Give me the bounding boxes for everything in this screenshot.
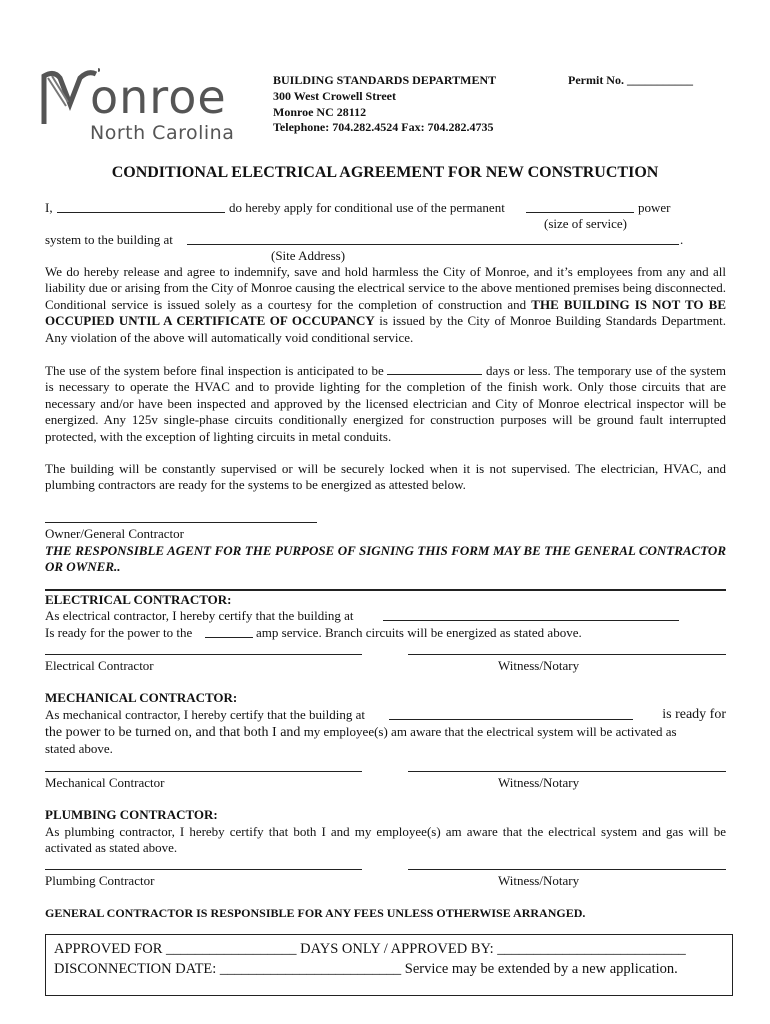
document-title: CONDITIONAL ELECTRICAL AGREEMENT FOR NEW CONSTRUCTION — [111, 164, 659, 181]
owner-signature-field[interactable] — [45, 522, 317, 523]
site-address-caption: (Site Address) — [271, 248, 346, 263]
mechanical-ready-text: is ready for — [662, 707, 726, 722]
plumbing-heading: PLUMBING CONTRACTOR: — [45, 807, 218, 822]
department-name: BUILDING STANDARDS DEPARTMENT — [273, 73, 497, 87]
electrical-building-field[interactable] — [383, 620, 679, 621]
mechanical-stated-text: stated above. — [45, 741, 113, 756]
system-text: system to the building at — [45, 232, 173, 247]
electrical-amp-text: amp service. Branch circuits will be energized as stated above. — [256, 625, 582, 640]
owner-label: Owner/General Contractor — [45, 526, 184, 541]
electrical-signature-field[interactable] — [45, 654, 362, 655]
fees-note: GENERAL CONTRACTOR IS RESPONSIBLE FOR ANY FEES UNLESS OTHERWISE ARRANGED. — [45, 906, 586, 920]
supervised-paragraph: The building will be constantly supervised or will be securely locked when it is not supervised. The electrician, HVAC, and plumbing contractors are ready for the systems to be energized as attested below. — [45, 461, 726, 493]
approved-for-line[interactable]: APPROVED FOR __________________ DAYS ONLY / APPROVED BY: __________________________ — [54, 941, 686, 957]
use-paragraph — [45, 363, 726, 445]
logo-state-name: North Carolina — [90, 122, 235, 144]
plumbing-signature-field[interactable] — [45, 869, 362, 870]
mechanical-witness-label: Witness/Notary — [498, 775, 580, 790]
applicant-name-field[interactable] — [57, 212, 225, 213]
apply-text: do hereby apply for conditional use of the permanent — [229, 200, 505, 215]
electrical-contractor-label: Electrical Contractor — [45, 658, 154, 673]
use-start-text: The use of the system before final inspection is anticipated to be — [45, 363, 384, 378]
electrical-witness-label: Witness/Notary — [498, 658, 580, 673]
plumbing-contractor-label: Plumbing Contractor — [45, 873, 155, 888]
disconnection-date-line[interactable]: DISCONNECTION DATE: _________________________ Service may be extended by a new application. — [54, 961, 678, 977]
power-text: power — [638, 200, 671, 215]
mechanical-witness-field[interactable] — [408, 771, 726, 772]
responsible-agent-note: THE RESPONSIBLE AGENT FOR THE PURPOSE OF SIGNING THIS FORM MAY BE THE GENERAL CONTRACTOR OR OWNER.. — [45, 543, 726, 575]
mechanical-power-text-b: my employee(s) am aware that the electrical system will be activated as — [303, 724, 677, 739]
mechanical-building-field[interactable] — [389, 719, 633, 720]
mechanical-heading: MECHANICAL CONTRACTOR: — [45, 690, 238, 705]
section-divider — [45, 589, 726, 591]
occupancy-warning: THE BUILDING IS NOT TO BE OCCUPIED UNTIL A CERTIFICATE OF OCCUPANCY — [45, 296, 727, 329]
service-size-field[interactable] — [526, 212, 634, 213]
mechanical-contractor-label: Mechanical Contractor — [45, 775, 165, 790]
electrical-ready-text: Is ready for the power to the — [45, 625, 193, 640]
use-rest-text: days or less. The temporary use of the system is necessary to operate the HVAC and to provide lighting for the completion of the finish work. Only those circuits that are necessary and/or have been inspected and approved by the licensed electrician and City of Monroe electrical inspector will be energized. Any 125v single-phase circuits conditionally energized for construction purposes will be ground fault interrupted protected, with the exception of lighting circuits in metal conduits. — [45, 363, 726, 444]
days-field[interactable] — [387, 363, 482, 375]
release-text: We do hereby release and agree to indemnify, save and hold harmless the City of Monroe, and it’s employees from any and all liability due or arising from the City of Monroe causing the electrical service to the above mentioned premises being disconnected. Conditional service is issued solely as a courtesy for the completion of construction and — [45, 264, 726, 312]
electrical-certify-text: As electrical contractor, I hereby certify that the building at — [45, 608, 354, 623]
plumbing-certify-text: As plumbing contractor, I hereby certify that both I and my employee(s) am aware that the electrical system and gas will be activated as stated above. — [45, 824, 726, 856]
applicant-label: I, — [45, 200, 53, 215]
mechanical-signature-field[interactable] — [45, 771, 362, 772]
approval-box — [45, 934, 733, 996]
mechanical-power-text-a: the power to be turned on, and that both I and — [45, 725, 301, 740]
site-address-field[interactable] — [187, 244, 679, 245]
electrical-witness-field[interactable] — [408, 654, 726, 655]
department-city: Monroe NC 28112 — [273, 105, 367, 119]
size-of-service-caption: (size of service) — [544, 216, 628, 231]
monroe-logo — [40, 64, 250, 146]
electrical-heading: ELECTRICAL CONTRACTOR: — [45, 592, 232, 607]
mechanical-power-text — [45, 724, 677, 741]
department-address: 300 West Crowell Street — [273, 89, 396, 103]
logo-city-name: onroe — [90, 70, 227, 124]
plumbing-witness-label: Witness/Notary — [498, 873, 580, 888]
amp-service-field[interactable] — [205, 637, 253, 638]
release-paragraph — [45, 264, 726, 346]
release-end-text: is issued by the City of Monroe Building Standards Department. Any violation of the above will automatically void conditional service. — [45, 313, 727, 345]
permit-number-field[interactable]: Permit No. ___________ — [568, 73, 693, 87]
mechanical-certify-text: As mechanical contractor, I hereby certify that the building at — [45, 707, 366, 722]
period: . — [680, 232, 684, 247]
department-phone: Telephone: 704.282.4524 Fax: 704.282.4735 — [273, 120, 494, 134]
plumbing-witness-field[interactable] — [408, 869, 726, 870]
